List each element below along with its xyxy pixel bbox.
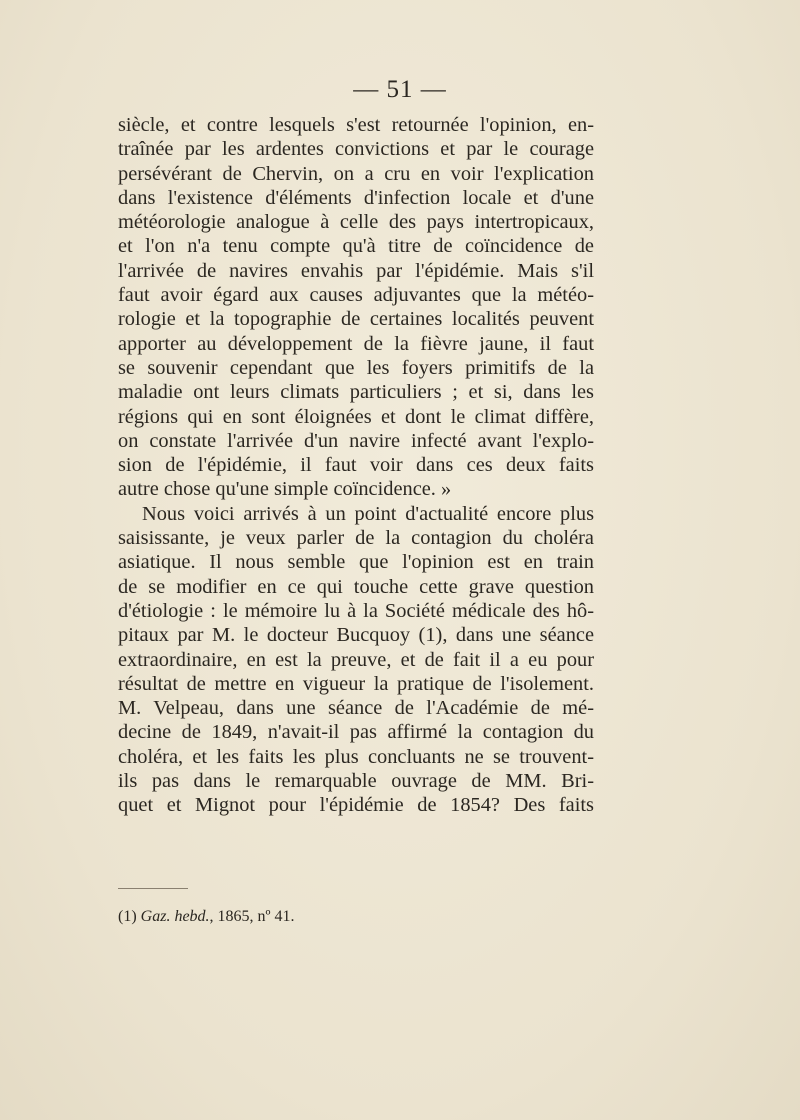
text-line: siècle, et contre lesquels s'est retournée l'opinion, en-: [118, 114, 594, 136]
text-line: saisissante, je veux parler de la contagion du choléra: [118, 527, 594, 550]
text-line: ils pas dans le remarquable ouvrage de MM. Bri-: [118, 770, 594, 793]
text-line: on constate l'arrivée d'un navire infecté avant l'explo-: [118, 429, 594, 452]
text-line: autre chose qu'une simple coïncidence. »: [118, 478, 452, 501]
text-line: traînée par les ardentes convictions et par le courage: [118, 138, 594, 161]
text-line: pitaux par M. le docteur Bucquoy (1), dans une séance: [118, 624, 594, 647]
text-line: choléra, et les faits les plus concluants ne se trouvent-: [118, 745, 594, 768]
text-line: l'arrivée de navires envahis par l'épidémie. Mais s'il: [118, 259, 594, 282]
text-line: asiatique. Il nous semble que l'opinion est en train: [118, 551, 594, 574]
text-line: apporter au développement de la fièvre jaune, il faut: [118, 332, 594, 355]
text-line: persévérant de Chervin, on a cru en voir l'explication: [118, 162, 594, 185]
text-line: et l'on n'a tenu compte qu'à titre de coïncidence de: [118, 235, 594, 258]
text-line: rologie et la topographie de certaines localités peuvent: [118, 308, 594, 331]
text-line: decine de 1849, n'avait-il pas affirmé la contagion du: [118, 721, 594, 744]
footnote-mark: (1): [118, 908, 141, 925]
text-line: maladie ont leurs climats particuliers ; et si, dans les: [118, 381, 594, 404]
text-line: M. Velpeau, dans une séance de l'Académie de mé-: [118, 697, 594, 720]
text-line: faut avoir égard aux causes adjuvantes que la météo-: [118, 284, 594, 307]
footnote-source: Gaz. hebd.: [140, 908, 210, 925]
text-line: résultat de mettre en vigueur la pratique de l'isolement.: [118, 672, 594, 695]
text-line: régions qui en sont éloignées et dont le climat diffère,: [118, 405, 594, 428]
text-line: d'étiologie : le mémoire lu à la Société médicale des hô-: [118, 599, 594, 622]
text-line: extraordinaire, en est la preuve, et de fait il a eu pour: [118, 648, 594, 671]
footnote-detail: , 1865, nº 41.: [209, 908, 295, 925]
text-line: se souvenir cependant que les foyers primitifs de la: [118, 356, 594, 379]
text-line: sion de l'épidémie, il faut voir dans ces deux faits: [118, 454, 594, 477]
body-text: [118, 113, 594, 818]
footnote: [118, 907, 594, 927]
paragraph-start-line: Nous voici arrivés à un point d'actualité encore plus: [142, 502, 594, 525]
text-line: dans l'existence d'éléments d'infection locale et d'une: [118, 186, 594, 209]
page-number: — 51 —: [353, 76, 447, 103]
text-line: météorologie analogue à celle des pays intertropicaux,: [118, 211, 594, 234]
footnote-separator: [118, 888, 188, 889]
text-line: quet et Mignot pour l'épidémie de 1854? Des faits: [118, 794, 594, 817]
text-line: de se modifier en ce qui touche cette grave question: [118, 575, 594, 598]
